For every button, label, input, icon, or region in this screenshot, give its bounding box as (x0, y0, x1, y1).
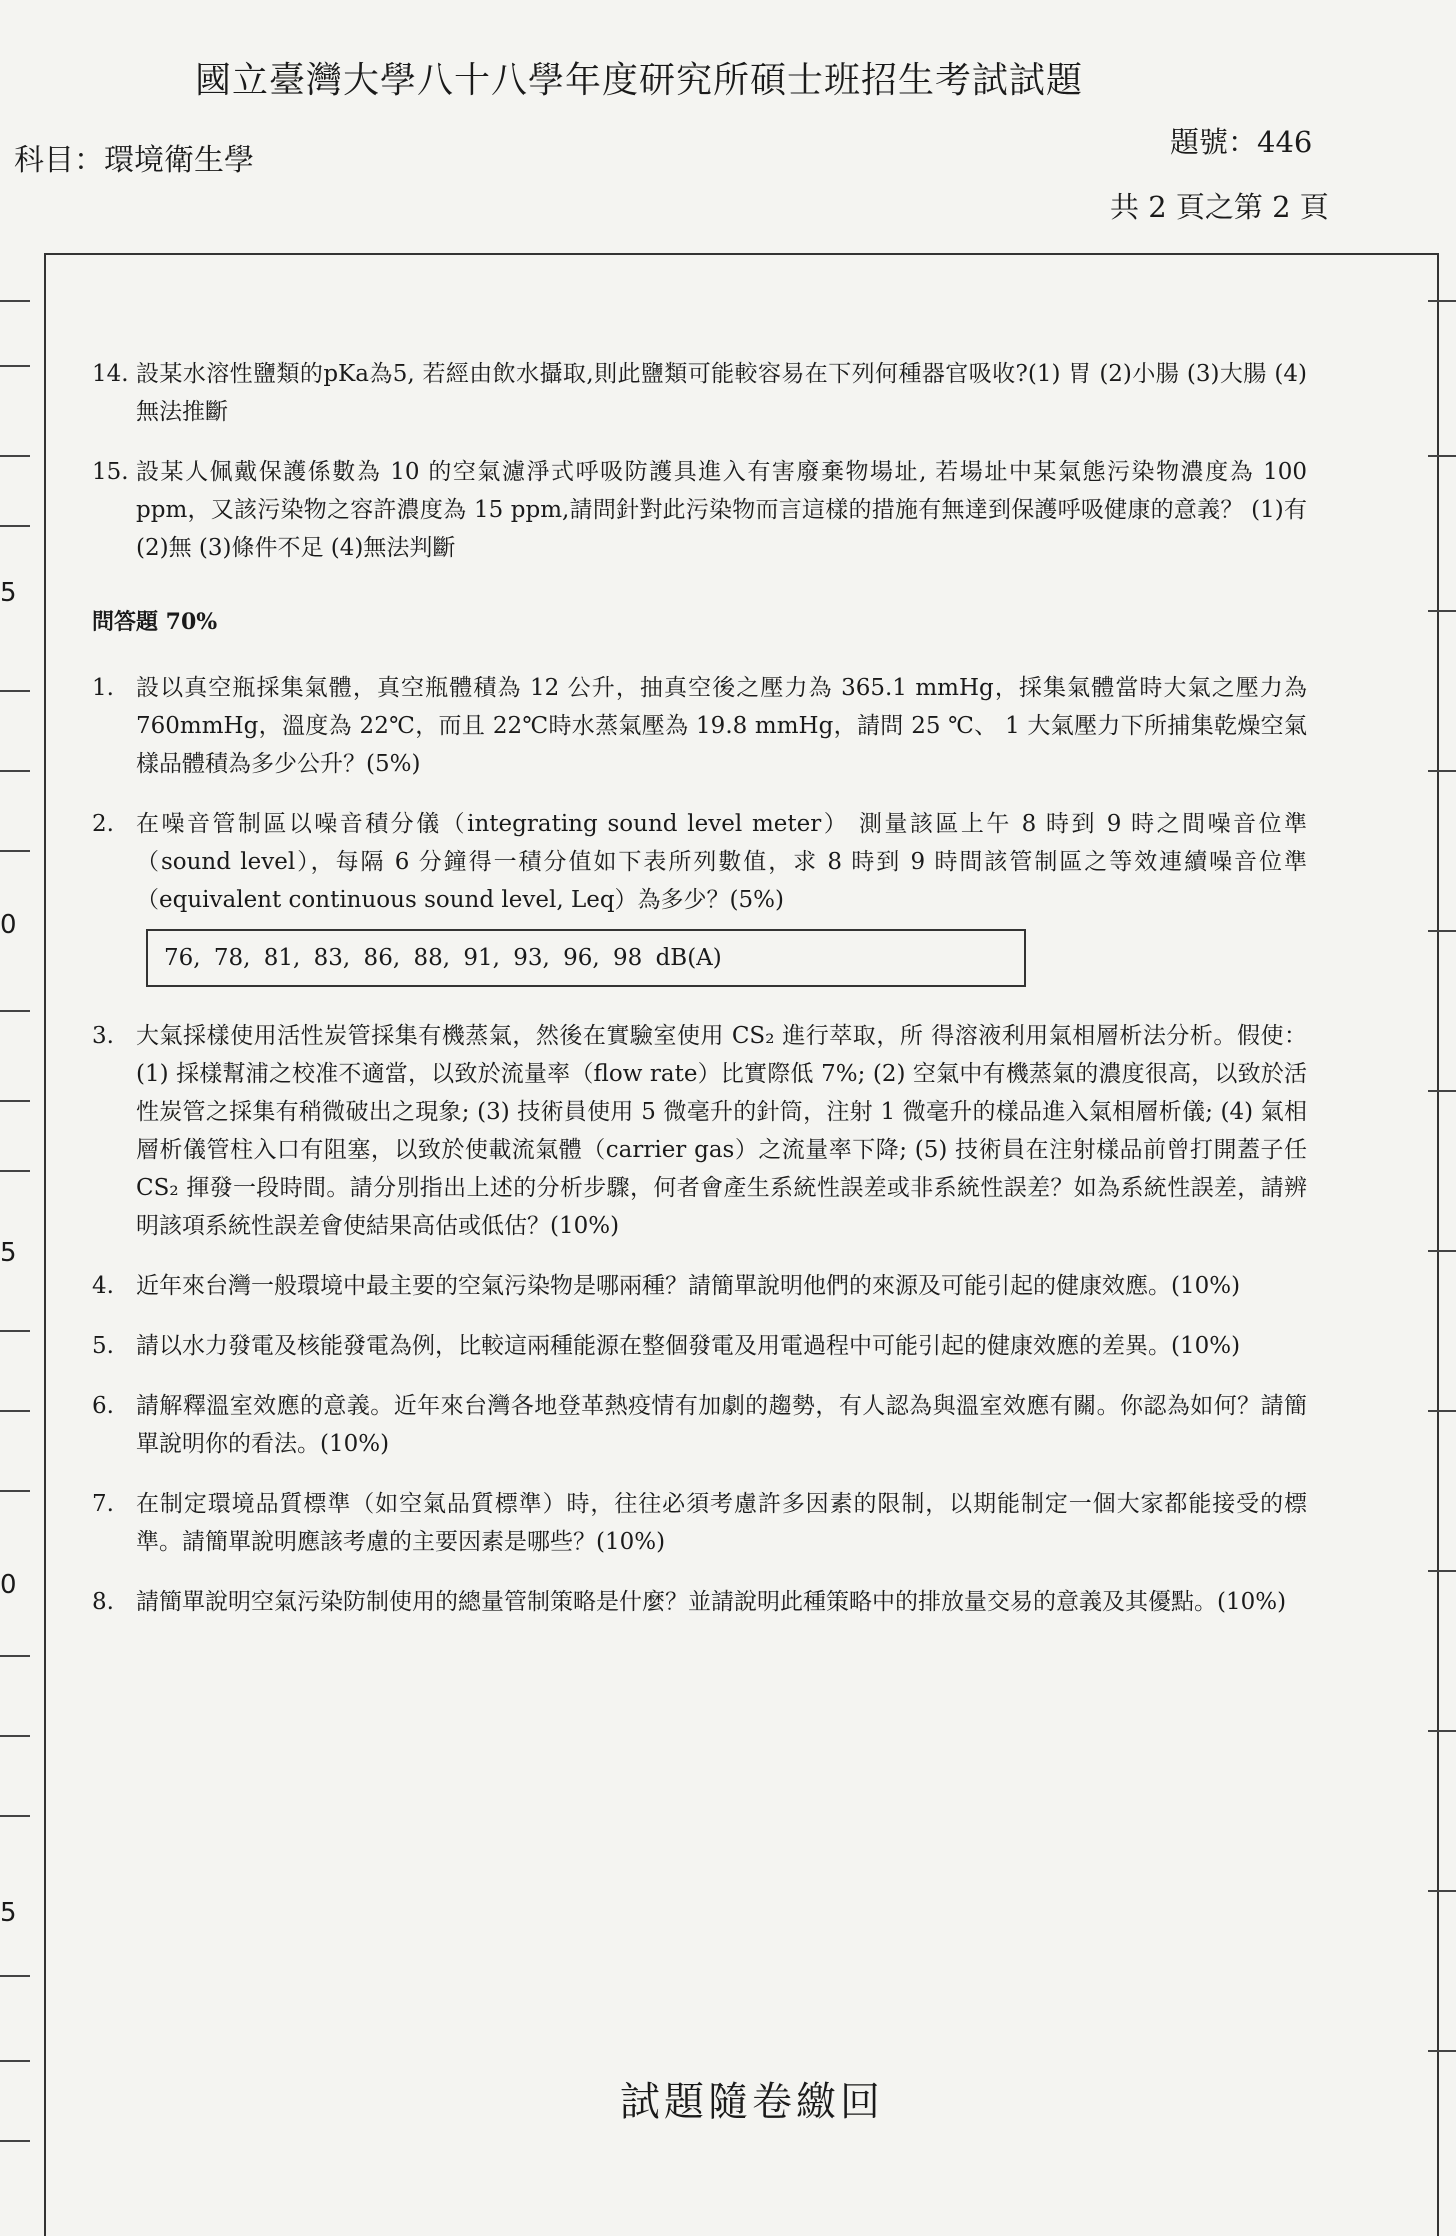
question-number: 8. (92, 1589, 114, 1615)
ruler-tick (0, 1010, 30, 1012)
margin-number: 5 (0, 1898, 17, 1928)
ruler-tick (0, 850, 30, 852)
question-text: 設以真空瓶採集氣體，真空瓶體積為 12 公升，抽真空後之壓力為 365.1 mmHg，採集氣體當時大氣之壓力為 760mmHg，溫度為 22℃，而且 22℃時水蒸氣壓為 19.8 mmHg，請問 25 ℃、 1 大氣壓力下所捕集乾燥空氣樣品體積為多少公升？(5%) (136, 675, 1307, 777)
question-text: 設某水溶性鹽類的pKa為5, 若經由飲水攝取,則此鹽類可能較容易在下列何種器官吸收?(1) 胃 (2)小腸 (3)大腸 (4)無法推斷 (136, 361, 1307, 425)
question-text: 請以水力發電及核能發電為例，比較這兩種能源在整個發電及用電過程中可能引起的健康效應的差異。(10%) (136, 1333, 1241, 1359)
margin-number: 5 (0, 1238, 17, 1268)
question-item (92, 669, 1307, 783)
margin-number: 0 (0, 1570, 17, 1600)
question-number: 14. (92, 361, 129, 387)
question-item (92, 1267, 1307, 1305)
question-number: 1. (92, 675, 114, 701)
ruler-tick (0, 1975, 30, 1977)
section-title: 問答題 70% (92, 609, 218, 635)
ruler-tick (1428, 1410, 1456, 1412)
ruler-tick (0, 1100, 30, 1102)
question-number: 2. (92, 811, 114, 837)
ruler-tick (0, 1490, 30, 1492)
ruler-tick (1428, 455, 1456, 457)
question-code: 題號：446 (1170, 125, 1313, 159)
ruler-tick (0, 1330, 30, 1332)
ruler-tick (1428, 1730, 1456, 1732)
ruler-tick (1428, 1890, 1456, 1892)
question-text: 在噪音管制區以噪音積分儀（integrating sound level meter） 測量該區上午 8 時到 9 時之間噪音位準（sound level），每隔 6 分鐘得一積分值如下表所列數值，求 8 時到 9 時間該管制區之等效連續噪音位準（equivalent continuous sound level, Leq）為多少？(5%) (136, 811, 1307, 913)
ruler-tick (0, 365, 30, 367)
page-info: 共 2 頁之第 2 頁 (1110, 190, 1329, 224)
exam-content (92, 355, 1307, 1643)
ruler-tick (0, 770, 30, 772)
ruler-tick (0, 690, 30, 692)
ruler-tick (0, 2060, 30, 2062)
question-item (92, 1387, 1307, 1463)
ruler-tick (1428, 930, 1456, 932)
question-text: 請簡單說明空氣污染防制使用的總量管制策略是什麼？並請說明此種策略中的排放量交易的意義及其優點。(10%) (136, 1589, 1287, 1615)
subject-label: 科目：環境衛生學 (14, 143, 254, 178)
ruler-tick (1428, 1090, 1456, 1092)
ruler-tick (0, 300, 30, 302)
question-item (92, 805, 1307, 919)
question-text: 設某人佩戴保護係數為 10 的空氣濾淨式呼吸防護具進入有害廢棄物場址, 若場址中某氣態污染物濃度為 100 ppm，又該污染物之容許濃度為 15 ppm,請問針對此污染物而言這樣的措施有無達到保護呼吸健康的意義？ (1)有 (2)無 (3)條件不足 (4)無法判斷 (136, 459, 1307, 561)
question-item (92, 1485, 1307, 1561)
ruler-tick (1428, 300, 1456, 302)
ruler-tick (0, 1410, 30, 1412)
question-number: 5. (92, 1333, 114, 1359)
ruler-tick (0, 455, 30, 457)
question-number: 6. (92, 1393, 114, 1419)
question-number: 15. (92, 459, 129, 485)
question-text: 在制定環境品質標準（如空氣品質標準）時，往往必須考慮許多因素的限制，以期能制定一個大家都能接受的標準。請簡單說明應該考慮的主要因素是哪些？(10%) (136, 1491, 1307, 1555)
question-number: 3. (92, 1023, 114, 1049)
question-item (92, 1017, 1307, 1245)
ruler-tick (0, 1735, 30, 1737)
question-text: 近年來台灣一般環境中最主要的空氣污染物是哪兩種？請簡單說明他們的來源及可能引起的健康效應。(10%) (136, 1273, 1241, 1299)
ruler-tick (1428, 2050, 1456, 2052)
ruler-tick (1428, 770, 1456, 772)
margin-number: 5 (0, 578, 17, 608)
exam-title: 國立臺灣大學八十八學年度研究所碩士班招生考試試題 (195, 60, 1084, 101)
margin-number: 0 (0, 910, 17, 940)
question-item (92, 453, 1307, 567)
question-number: 7. (92, 1491, 114, 1517)
ruler-tick (0, 1170, 30, 1172)
question-number: 4. (92, 1273, 114, 1299)
ruler-tick (1428, 1250, 1456, 1252)
question-item (92, 355, 1307, 431)
ruler-tick (0, 525, 30, 527)
sound-level-data-box: 76, 78, 81, 83, 86, 88, 91, 93, 96, 98 dB(A) (146, 929, 1026, 987)
question-item (92, 1327, 1307, 1365)
question-text: 請解釋溫室效應的意義。近年來台灣各地登革熱疫情有加劇的趨勢，有人認為與溫室效應有關。你認為如何？請簡單說明你的看法。(10%) (136, 1393, 1307, 1457)
ruler-tick (0, 1815, 30, 1817)
question-item (92, 1583, 1307, 1621)
ruler-tick (1428, 1570, 1456, 1572)
return-notice: 試題隨卷繳回 (620, 2079, 884, 2125)
ruler-tick (1428, 610, 1456, 612)
question-text: 大氣採樣使用活性炭管採集有機蒸氣，然後在實驗室使用 CS₂ 進行萃取，所 得溶液利用氣相層析法分析。假使：(1) 採樣幫浦之校准不適當，以致於流量率（flow rate）比實際低 7%; (2) 空氣中有機蒸氣的濃度很高，以致於活性炭管之採集有稍微破出之現象; (3) 技術員使用 5 微毫升的針筒，注射 1 微毫升的樣品進入氣相層析儀; (4) 氣相層析儀管柱入口有阻塞，以致於使載流氣體（carrier gas）之流量率下降; (5) 技術員在注射樣品前曾打開蓋子任 CS₂ 揮發一段時間。請分別指出上述的分析步驟，何者會產生系統性誤差或非系統性誤差？如為系統性誤差，請辨明該項系統性誤差會使結果高估或低估？(10%) (136, 1023, 1307, 1239)
ruler-tick (0, 2140, 30, 2142)
ruler-tick (0, 1655, 30, 1657)
